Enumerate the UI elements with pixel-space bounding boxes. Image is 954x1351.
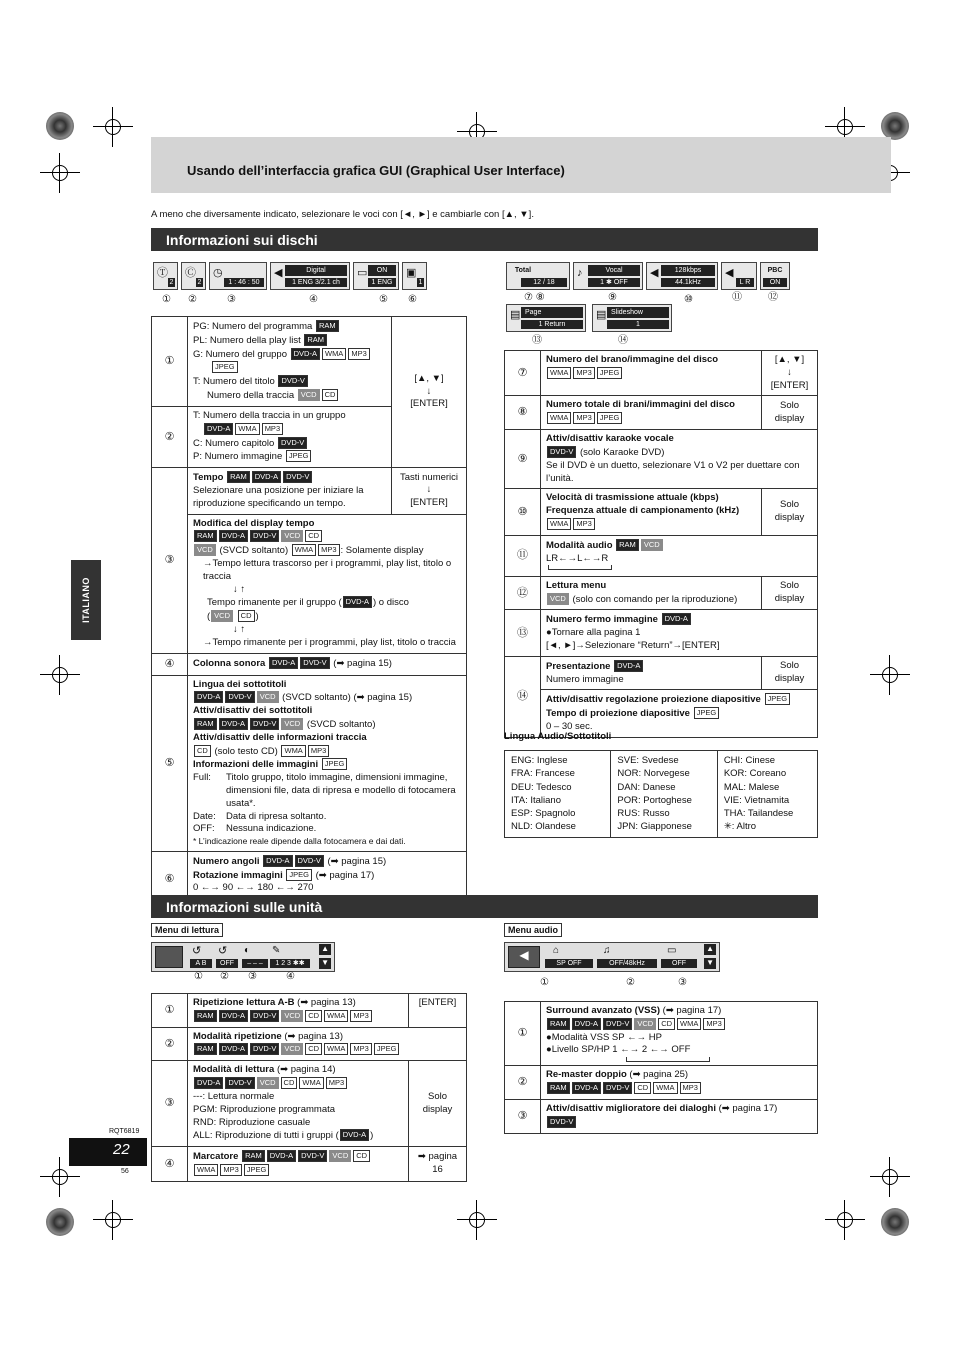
play-menu-label: Menu di lettura <box>151 923 223 937</box>
doc-code: RQT6819 <box>109 1128 140 1135</box>
osd-subtitle: ▭ ON 1 ENG <box>353 262 399 290</box>
osd-program: Ⓣ 2 <box>153 262 178 290</box>
section-unit-info: Informazioni sulle unità <box>151 895 818 918</box>
crop-mark <box>40 655 80 695</box>
table-row: ⑫ Lettura menu VCD (solo con comando per la riproduzione) Solo display <box>505 576 818 610</box>
table-row: ⑬ Numero fermo immagine DVD-A ●Tornare alla pagina 1 [◄, ►]→Selezionare “Return”→[ENTER] <box>505 610 818 656</box>
table-row: ⑦ Numero del brano/immagine del disco WMA MP3 JPEG [▲, ▼] ↓ [ENTER] <box>505 351 818 396</box>
crop-mark <box>93 1200 133 1240</box>
table-row: ① PG: Numero del programma RAM PL: Numero della play list RAM G: Numero del gruppo DVD-A WMA MP3 JPEG T: Numero del titolo DVD-V Numero della traccia VCD CD [▲, ▼] ↓ [ENTER] <box>152 317 467 407</box>
language-table: ENG: Inglese FRA: Francese DEU: Tedesco ITA: Italiano ESP: Spagnolo NLD: Olandese SVE: Svedese NOR: Norvegese DAN: Danese POR: Portoghese RUS: Russo JPN: Giapponese CHI: Cinese KOR: Coreano MAL: Malese VIE: Vietnamita THA: Tailandese ✳: Altro <box>504 750 818 838</box>
table-row: ⑭ Presentazione DVD-A Numero immagine Solo display <box>505 656 818 690</box>
speaker-icon: ◀ <box>725 267 734 279</box>
angle-icon: ▣ <box>406 267 417 279</box>
osd-pbc: PBC ON <box>760 262 790 290</box>
osd-angle: ▣ 1 <box>402 262 427 290</box>
audio-menu-osd: ◀ ⌂ ♫ ▭ SP OFF OFF/48kHz OFF ▲ ▼ <box>504 942 720 972</box>
surround-icon: ⌂ <box>553 945 560 956</box>
disc-osd-right: Total 12 / 18 ♪ Vocal 1 ✱ OFF ◀ 128kbps 44.1kHz ◀ L R PBC ON ⑦ ⑧ ⑨ ⑩ ⑪ ⑫ ▤ Page 1 Return ▤ Slideshow 1 ⑬ ⑭ <box>506 262 806 352</box>
marker-icon: ✎ <box>272 945 281 956</box>
loop-arrow <box>548 565 612 570</box>
crop-mark <box>93 107 133 147</box>
crop-mark <box>825 1200 865 1240</box>
page-icon: ▤ <box>510 309 521 321</box>
osd-slideshow: ▤ Slideshow 1 <box>592 304 672 332</box>
table-row: ⑩ Velocità di trasmissione attuale (kbps) Frequenza attuale di campionamento (kHz) WMA MP3 Solo display <box>505 489 818 535</box>
table-row: ④ Marcatore RAM DVD-A DVD-V VCD CD WMA MP3 JPEG ➡ pagina 16 <box>152 1147 467 1182</box>
page-title: Usando dell’interfaccia grafica GUI (Graphical User Interface) <box>187 163 565 178</box>
audio-menu-table <box>504 1001 818 1134</box>
table-row: Attiv/disattiv regolazione proiezione diapositive JPEG Tempo di proiezione diapositive JPEG 0 – 30 sec. <box>505 690 818 737</box>
section-disc-info: Informazioni sui dischi <box>151 228 818 251</box>
osd-chapter: Ⓒ 2 <box>181 262 206 290</box>
remaster-icon: ♫ <box>603 945 611 956</box>
slideshow-icon: ▤ <box>596 309 607 321</box>
osd-total: Total 12 / 18 <box>506 262 570 290</box>
registration-disc <box>881 1208 909 1236</box>
registration-disc <box>46 112 74 140</box>
play-mode-icon: ◐ <box>244 945 251 956</box>
table-row: ③ Modalità di lettura (➡ pagina 14) DVD-A DVD-V VCD CD WMA MP3 ---: Lettura normale PGM: Riproduzione programmata RND: Riproduzione casuale ALL: Riproduzione di tutti i gruppi ( DVD-A ) Solo display <box>152 1061 467 1147</box>
audio-menu-label: Menu audio <box>504 923 562 937</box>
speaker-icon: ◀ <box>508 946 540 968</box>
osd-soundtrack: ◀ Digital 1 ENG 3/2.1 ch <box>270 262 350 290</box>
crop-mark <box>457 1200 497 1240</box>
crop-mark <box>870 655 910 695</box>
registration-disc <box>46 1208 74 1236</box>
language-tab: ITALIANO <box>71 560 101 640</box>
lang-title: Lingua Audio/Sottotitoli <box>504 731 612 742</box>
table-row: Modifica del display tempo RAM DVD-A DVD-V VCD CD VCD (SVCD soltanto) WMA MP3 : Solamente display →Tempo lettura trascorso per i programmi, play list, titolo o traccia ↓ ↑ Tempo rimanente per il gruppo ( DVD-A ) o disco ( VCD CD ) ↓ ↑ →Tempo rimanente per i programmi, play list, titolo o traccia <box>152 514 467 653</box>
table-row: ⑪ Modalità audio RAM VCD LR←→L←→R <box>505 535 818 576</box>
scroll-down-icon: ▼ <box>321 958 329 967</box>
table-row: ⑧ Numero totale di brani/immagini del disco WMA MP3 JPEG Solo display <box>505 396 818 430</box>
table-row: ⑤ Lingua dei sottotitoli DVD-A DVD-V VCD (SVCD soltanto) (➡ pagina 15) Attiv/disattiv dei sottotitoli RAM DVD-A DVD-V VCD (SVCD soltanto) Attiv/disattiv delle informazioni traccia CD (solo testo CD) WMA MP3 Informazioni delle immagini JPEG Full: Titolo gruppo, titolo immagine, dimensioni immagine, dimensioni file, data di ripresa e modello di fotocamera usata*. Date: Data di ripresa soltanto. OFF: Nessuna indicazione. * L’indicazione reale dipende dalla fotocamera e dai dati. <box>152 675 467 851</box>
play-menu-osd: ↺ ↺ ◐ ✎ A B OFF – – – 1 2 3 ✱✱ ▲ ▼ <box>151 942 335 972</box>
dialogue-icon: ▭ <box>667 945 677 956</box>
page-number: 22 <box>69 1138 147 1166</box>
crop-mark <box>870 1157 910 1197</box>
table-row: ① Ripetizione lettura A-B (➡ pagina 13) RAM DVD-A DVD-V VCD CD WMA MP3 [ENTER] <box>152 994 467 1028</box>
chapter-icon: Ⓒ <box>185 267 196 279</box>
subtitle-icon: ▭ <box>357 267 368 279</box>
clock-icon: ◷ <box>213 267 223 279</box>
table-row: ② T: Numero della traccia in un gruppo DVD-A WMA MP3 C: Numero capitolo DVD-V P: Numero immagine JPEG <box>152 406 467 467</box>
repeat-icon: ↺ <box>218 945 228 957</box>
speaker-icon: ◀ <box>650 267 659 279</box>
disc-info-table-left <box>151 316 467 909</box>
scroll-down-icon: ▼ <box>706 958 714 967</box>
intro-text: A meno che diversamente indicato, selezionare le voci con [◄, ►] e cambiarle con [▲, ▼]. <box>151 209 534 220</box>
osd-audio-mode: ◀ L R <box>721 262 757 290</box>
doc-page: 56 <box>121 1168 129 1175</box>
loop-arrow <box>626 1057 710 1062</box>
scroll-up-icon: ▲ <box>706 944 714 953</box>
speaker-icon: ◀ <box>274 267 283 279</box>
table-row: ⑥ Numero angoli DVD-A DVD-V (➡ pagina 15) Rotazione immagini JPEG (➡ pagina 17) 0 ←→ 90 ←→ 180 ←→ 270 <box>152 851 467 908</box>
table-row: ④ Colonna sonora DVD-A DVD-V (➡ pagina 15) <box>152 653 467 675</box>
repeat-ab-icon: ↺ <box>192 945 202 957</box>
disc-info-table-right <box>504 350 818 738</box>
table-row: ② Modalità ripetizione (➡ pagina 13) RAM DVD-A DVD-V VCD CD WMA MP3 JPEG <box>152 1027 467 1061</box>
disc-icon <box>155 946 183 968</box>
registration-disc <box>881 112 909 140</box>
crop-mark <box>40 153 80 193</box>
osd-vocal: ♪ Vocal 1 ✱ OFF <box>573 262 643 290</box>
table-row: ② Re-master doppio (➡ pagina 25) RAM DVD-A DVD-V CD WMA MP3 <box>505 1066 818 1100</box>
vocal-icon: ♪ <box>577 267 583 279</box>
table-row: ① Surround avanzato (VSS) (➡ pagina 17) RAM DVD-A DVD-V VCD CD WMA MP3 ●Modalità VSS SP ←→ HP ●Livello SP/HP 1 ←→ 2 ←→ OFF <box>505 1002 818 1066</box>
play-menu-table <box>151 993 467 1182</box>
table-row: ⑨ Attiv/disattiv karaoke vocale DVD-V (solo Karaoke DVD) Se il DVD è un duetto, selezionare V1 o V2 per duettare con l’unità. <box>505 430 818 489</box>
program-icon: Ⓣ <box>157 267 168 279</box>
osd-time: ◷ 1 : 46 : 50 <box>209 262 267 290</box>
table-row: ③ Tempo RAM DVD-A DVD-V Selezionare una posizione per iniziare la riproduzione specificando un tempo. Tasti numerici ↓ [ENTER] <box>152 468 467 514</box>
osd-page: ▤ Page 1 Return <box>506 304 586 332</box>
osd-bitrate: ◀ 128kbps 44.1kHz <box>646 262 718 290</box>
page-header <box>151 137 891 193</box>
scroll-up-icon: ▲ <box>321 944 329 953</box>
table-row: ③ Attiv/disattiv miglioratore dei dialoghi (➡ pagina 17) DVD-V <box>505 1099 818 1133</box>
disc-osd-left: Ⓣ 2 Ⓒ 2 ◷ 1 : 46 : 50 ◀ Digital 1 ENG 3/2.1 ch ▭ ON 1 ENG ▣ 1 ① ② ③ ④ ⑤ ⑥ <box>153 262 433 307</box>
